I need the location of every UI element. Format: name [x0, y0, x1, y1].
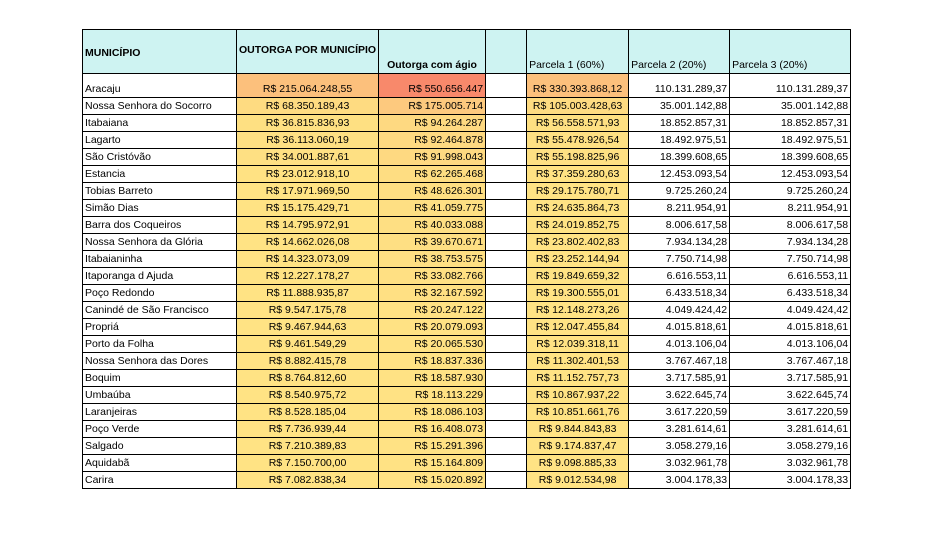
cell-outorga[interactable]: R$ 68.350.189,43: [237, 98, 379, 115]
cell-parcela-3[interactable]: 8.211.954,91: [730, 200, 851, 217]
cell-parcela-2[interactable]: 4.049.424,42: [629, 302, 730, 319]
cell-outorga-agio[interactable]: R$ 18.086.103: [379, 404, 486, 421]
cell-parcela-2[interactable]: 18.852.857,31: [629, 115, 730, 132]
cell-outorga-agio[interactable]: R$ 94.264.287: [379, 115, 486, 132]
table-row: [83, 404, 851, 421]
cell-outorga-agio[interactable]: R$ 32.167.592: [379, 285, 486, 302]
cell-blank[interactable]: [486, 98, 527, 115]
cell-outorga[interactable]: R$ 15.175.429,71: [237, 200, 379, 217]
cell-outorga-agio[interactable]: R$ 16.408.073: [379, 421, 486, 438]
table-row: [83, 353, 851, 370]
table-row: [83, 302, 851, 319]
cell-parcela-3[interactable]: 4.049.424,42: [730, 302, 851, 319]
cell-outorga-agio[interactable]: R$ 38.753.575: [379, 251, 486, 268]
cell-municipio[interactable]: Laranjeiras: [83, 404, 237, 421]
cell-blank[interactable]: [486, 132, 527, 149]
cell-outorga[interactable]: R$ 8.882.415,78: [237, 353, 379, 370]
cell-parcela-1[interactable]: R$ 24.019.852,75: [527, 217, 629, 234]
header-row: [83, 30, 851, 74]
cell-municipio[interactable]: Canindé de São Francisco: [83, 302, 237, 319]
cell-outorga[interactable]: R$ 17.971.969,50: [237, 183, 379, 200]
cell-municipio[interactable]: Simão Dias: [83, 200, 237, 217]
table-row: [83, 268, 851, 285]
table-row: [83, 336, 851, 353]
cell-blank[interactable]: [486, 234, 527, 251]
cell-outorga-agio[interactable]: R$ 33.082.766: [379, 268, 486, 285]
cell-outorga[interactable]: R$ 215.064.248,55: [237, 74, 379, 98]
cell-parcela-1[interactable]: R$ 11.302.401,53: [527, 353, 629, 370]
municipality-grant-table: [82, 29, 851, 489]
cell-parcela-2[interactable]: 9.725.260,24: [629, 183, 730, 200]
cell-parcela-2[interactable]: 3.622.645,74: [629, 387, 730, 404]
cell-parcela-1[interactable]: R$ 330.393.868,12: [527, 74, 629, 98]
table-row: [83, 200, 851, 217]
cell-parcela-1[interactable]: R$ 12.148.273,26: [527, 302, 629, 319]
table-row: [83, 387, 851, 404]
cell-outorga-agio[interactable]: R$ 20.079.093: [379, 319, 486, 336]
cell-blank[interactable]: [486, 74, 527, 98]
cell-parcela-1[interactable]: R$ 56.558.571,93: [527, 115, 629, 132]
cell-parcela-2[interactable]: 8.211.954,91: [629, 200, 730, 217]
cell-parcela-2[interactable]: 110.131.289,37: [629, 74, 730, 98]
cell-blank[interactable]: [486, 455, 527, 472]
cell-municipio[interactable]: Umbaúba: [83, 387, 237, 404]
cell-outorga-agio[interactable]: R$ 91.998.043: [379, 149, 486, 166]
cell-municipio[interactable]: Estancia: [83, 166, 237, 183]
table-row: [83, 98, 851, 115]
cell-municipio[interactable]: Barra dos Coqueiros: [83, 217, 237, 234]
cell-parcela-3[interactable]: 3.717.585,91: [730, 370, 851, 387]
cell-parcela-1[interactable]: R$ 55.478.926,54: [527, 132, 629, 149]
cell-outorga[interactable]: R$ 36.113.060,19: [237, 132, 379, 149]
cell-blank[interactable]: [486, 251, 527, 268]
cell-parcela-2[interactable]: 3.032.961,78: [629, 455, 730, 472]
cell-parcela-2[interactable]: 4.015.818,61: [629, 319, 730, 336]
cell-municipio[interactable]: Nossa Senhora da Glória: [83, 234, 237, 251]
cell-outorga-agio[interactable]: R$ 18.113.229: [379, 387, 486, 404]
cell-outorga-agio[interactable]: R$ 20.247.122: [379, 302, 486, 319]
cell-outorga[interactable]: R$ 9.461.549,29: [237, 336, 379, 353]
cell-outorga[interactable]: R$ 23.012.918,10: [237, 166, 379, 183]
cell-outorga-agio[interactable]: R$ 92.464.878: [379, 132, 486, 149]
cell-blank[interactable]: [486, 302, 527, 319]
cell-parcela-1[interactable]: R$ 12.039.318,11: [527, 336, 629, 353]
cell-blank[interactable]: [486, 387, 527, 404]
cell-parcela-2[interactable]: 3.767.467,18: [629, 353, 730, 370]
cell-municipio[interactable]: Carira: [83, 472, 237, 489]
cell-municipio[interactable]: Lagarto: [83, 132, 237, 149]
cell-parcela-3[interactable]: 3.617.220,59: [730, 404, 851, 421]
cell-parcela-3[interactable]: 12.453.093,54: [730, 166, 851, 183]
cell-parcela-1[interactable]: R$ 12.047.455,84: [527, 319, 629, 336]
cell-blank[interactable]: [486, 404, 527, 421]
cell-municipio[interactable]: Porto da Folha: [83, 336, 237, 353]
cell-blank[interactable]: [486, 183, 527, 200]
cell-blank[interactable]: [486, 370, 527, 387]
cell-parcela-2[interactable]: 3.281.614,61: [629, 421, 730, 438]
cell-parcela-1[interactable]: R$ 37.359.280,63: [527, 166, 629, 183]
cell-outorga[interactable]: R$ 7.150.700,00: [237, 455, 379, 472]
cell-municipio[interactable]: Salgado: [83, 438, 237, 455]
cell-outorga-agio[interactable]: R$ 48.626.301: [379, 183, 486, 200]
cell-parcela-2[interactable]: 12.453.093,54: [629, 166, 730, 183]
cell-municipio[interactable]: Propriá: [83, 319, 237, 336]
cell-parcela-1[interactable]: R$ 10.867.937,22: [527, 387, 629, 404]
table-row: [83, 370, 851, 387]
cell-municipio[interactable]: Itabaianinha: [83, 251, 237, 268]
cell-parcela-3[interactable]: 8.006.617,58: [730, 217, 851, 234]
cell-outorga[interactable]: R$ 14.323.073,09: [237, 251, 379, 268]
cell-parcela-3[interactable]: 7.750.714,98: [730, 251, 851, 268]
cell-outorga[interactable]: R$ 36.815.836,93: [237, 115, 379, 132]
cell-parcela-2[interactable]: 18.399.608,65: [629, 149, 730, 166]
cell-parcela-3[interactable]: 3.767.467,18: [730, 353, 851, 370]
cell-outorga[interactable]: R$ 14.795.972,91: [237, 217, 379, 234]
table-row: [83, 74, 851, 98]
cell-parcela-1[interactable]: R$ 55.198.825,96: [527, 149, 629, 166]
cell-municipio[interactable]: Itaporanga d Ajuda: [83, 268, 237, 285]
cell-outorga-agio[interactable]: R$ 550.656.447: [379, 74, 486, 98]
cell-outorga[interactable]: R$ 34.001.887,61: [237, 149, 379, 166]
cell-blank[interactable]: [486, 421, 527, 438]
cell-outorga[interactable]: R$ 7.736.939,44: [237, 421, 379, 438]
table-row: [83, 115, 851, 132]
cell-parcela-3[interactable]: 4.013.106,04: [730, 336, 851, 353]
cell-outorga[interactable]: R$ 9.467.944,63: [237, 319, 379, 336]
header-parcela-1[interactable]: Parcela 1 (60%): [527, 30, 629, 74]
cell-municipio[interactable]: Itabaiana: [83, 115, 237, 132]
cell-municipio[interactable]: São Cristóvão: [83, 149, 237, 166]
cell-outorga-agio[interactable]: R$ 20.065.530: [379, 336, 486, 353]
header-outorga-por-municipio[interactable]: OUTORGA POR MUNICÍPIO: [237, 30, 379, 74]
table-row: [83, 421, 851, 438]
cell-outorga-agio[interactable]: R$ 15.291.396: [379, 438, 486, 455]
cell-parcela-2[interactable]: 6.616.553,11: [629, 268, 730, 285]
cell-blank[interactable]: [486, 285, 527, 302]
cell-outorga-agio[interactable]: R$ 175.005.714: [379, 98, 486, 115]
header-parcela-3[interactable]: Parcela 3 (20%): [730, 30, 851, 74]
table-row: [83, 234, 851, 251]
cell-outorga-agio[interactable]: R$ 41.059.775: [379, 200, 486, 217]
cell-parcela-3[interactable]: 6.616.553,11: [730, 268, 851, 285]
cell-parcela-1[interactable]: R$ 9.098.885,33: [527, 455, 629, 472]
cell-parcela-1[interactable]: R$ 9.844.843,83: [527, 421, 629, 438]
cell-parcela-2[interactable]: 4.013.106,04: [629, 336, 730, 353]
header-municipio[interactable]: MUNICÍPIO: [83, 30, 237, 74]
table-row: [83, 251, 851, 268]
cell-municipio[interactable]: Poço Redondo: [83, 285, 237, 302]
cell-outorga[interactable]: R$ 8.540.975,72: [237, 387, 379, 404]
cell-parcela-3[interactable]: 3.032.961,78: [730, 455, 851, 472]
cell-blank[interactable]: [486, 472, 527, 489]
cell-blank[interactable]: [486, 336, 527, 353]
cell-parcela-3[interactable]: 9.725.260,24: [730, 183, 851, 200]
table-row: [83, 319, 851, 336]
cell-parcela-1[interactable]: R$ 19.849.659,32: [527, 268, 629, 285]
table-row: [83, 285, 851, 302]
cell-parcela-3[interactable]: 3.004.178,33: [730, 472, 851, 489]
cell-parcela-3[interactable]: 6.433.518,34: [730, 285, 851, 302]
cell-parcela-2[interactable]: 7.934.134,28: [629, 234, 730, 251]
cell-parcela-2[interactable]: 35.001.142,88: [629, 98, 730, 115]
table-row: [83, 183, 851, 200]
cell-outorga[interactable]: R$ 7.210.389,83: [237, 438, 379, 455]
cell-parcela-1[interactable]: R$ 11.152.757,73: [527, 370, 629, 387]
cell-outorga-agio[interactable]: R$ 15.164.809: [379, 455, 486, 472]
header-blank[interactable]: [486, 30, 527, 74]
header-outorga-com-agio[interactable]: Outorga com ágio: [379, 30, 486, 74]
cell-parcela-1[interactable]: R$ 10.851.661,76: [527, 404, 629, 421]
table-row: [83, 217, 851, 234]
cell-outorga-agio[interactable]: R$ 62.265.468: [379, 166, 486, 183]
cell-municipio[interactable]: Aquidabã: [83, 455, 237, 472]
cell-municipio[interactable]: Nossa Senhora das Dores: [83, 353, 237, 370]
cell-parcela-2[interactable]: 18.492.975,51: [629, 132, 730, 149]
cell-outorga[interactable]: R$ 11.888.935,87: [237, 285, 379, 302]
cell-parcela-2[interactable]: 3.004.178,33: [629, 472, 730, 489]
cell-municipio[interactable]: Aracaju: [83, 74, 237, 98]
table-row: [83, 166, 851, 183]
cell-municipio[interactable]: Nossa Senhora do Socorro: [83, 98, 237, 115]
cell-parcela-3[interactable]: 18.399.608,65: [730, 149, 851, 166]
cell-blank[interactable]: [486, 115, 527, 132]
cell-outorga[interactable]: R$ 8.528.185,04: [237, 404, 379, 421]
cell-parcela-2[interactable]: 7.750.714,98: [629, 251, 730, 268]
cell-outorga-agio[interactable]: R$ 15.020.892: [379, 472, 486, 489]
cell-blank[interactable]: [486, 149, 527, 166]
cell-outorga[interactable]: R$ 14.662.026,08: [237, 234, 379, 251]
cell-parcela-1[interactable]: R$ 9.012.534,98: [527, 472, 629, 489]
cell-municipio[interactable]: Boquim: [83, 370, 237, 387]
cell-blank[interactable]: [486, 353, 527, 370]
cell-parcela-2[interactable]: 3.717.585,91: [629, 370, 730, 387]
cell-parcela-3[interactable]: 3.622.645,74: [730, 387, 851, 404]
cell-parcela-3[interactable]: 35.001.142,88: [730, 98, 851, 115]
cell-parcela-1[interactable]: R$ 24.635.864,73: [527, 200, 629, 217]
cell-outorga-agio[interactable]: R$ 18.587.930: [379, 370, 486, 387]
cell-outorga-agio[interactable]: R$ 40.033.088: [379, 217, 486, 234]
cell-parcela-3[interactable]: 4.015.818,61: [730, 319, 851, 336]
cell-blank[interactable]: [486, 438, 527, 455]
table-row: [83, 132, 851, 149]
cell-outorga[interactable]: R$ 8.764.812,60: [237, 370, 379, 387]
cell-parcela-1[interactable]: R$ 29.175.780,71: [527, 183, 629, 200]
cell-blank[interactable]: [486, 217, 527, 234]
cell-outorga-agio[interactable]: R$ 18.837.336: [379, 353, 486, 370]
cell-outorga[interactable]: R$ 7.082.838,34: [237, 472, 379, 489]
cell-outorga[interactable]: R$ 9.547.175,78: [237, 302, 379, 319]
cell-parcela-2[interactable]: 3.617.220,59: [629, 404, 730, 421]
cell-parcela-2[interactable]: 3.058.279,16: [629, 438, 730, 455]
cell-parcela-1[interactable]: R$ 23.802.402,83: [527, 234, 629, 251]
cell-parcela-3[interactable]: 3.058.279,16: [730, 438, 851, 455]
cell-municipio[interactable]: Poço Verde: [83, 421, 237, 438]
table-body: [83, 74, 851, 489]
cell-parcela-1[interactable]: R$ 23.252.144,94: [527, 251, 629, 268]
cell-blank[interactable]: [486, 200, 527, 217]
cell-blank[interactable]: [486, 268, 527, 285]
cell-parcela-2[interactable]: 6.433.518,34: [629, 285, 730, 302]
cell-parcela-3[interactable]: 18.492.975,51: [730, 132, 851, 149]
cell-parcela-3[interactable]: 18.852.857,31: [730, 115, 851, 132]
table-row: [83, 455, 851, 472]
cell-parcela-3[interactable]: 3.281.614,61: [730, 421, 851, 438]
cell-parcela-1[interactable]: R$ 9.174.837,47: [527, 438, 629, 455]
cell-parcela-1[interactable]: R$ 105.003.428,63: [527, 98, 629, 115]
cell-blank[interactable]: [486, 319, 527, 336]
cell-parcela-2[interactable]: 8.006.617,58: [629, 217, 730, 234]
cell-blank[interactable]: [486, 166, 527, 183]
table-row: [83, 149, 851, 166]
cell-parcela-1[interactable]: R$ 19.300.555,01: [527, 285, 629, 302]
header-parcela-2[interactable]: Parcela 2 (20%): [629, 30, 730, 74]
cell-municipio[interactable]: Tobias Barreto: [83, 183, 237, 200]
cell-outorga[interactable]: R$ 12.227.178,27: [237, 268, 379, 285]
cell-outorga-agio[interactable]: R$ 39.670.671: [379, 234, 486, 251]
cell-parcela-3[interactable]: 110.131.289,37: [730, 74, 851, 98]
table-row: [83, 472, 851, 489]
cell-parcela-3[interactable]: 7.934.134,28: [730, 234, 851, 251]
table-row: [83, 438, 851, 455]
